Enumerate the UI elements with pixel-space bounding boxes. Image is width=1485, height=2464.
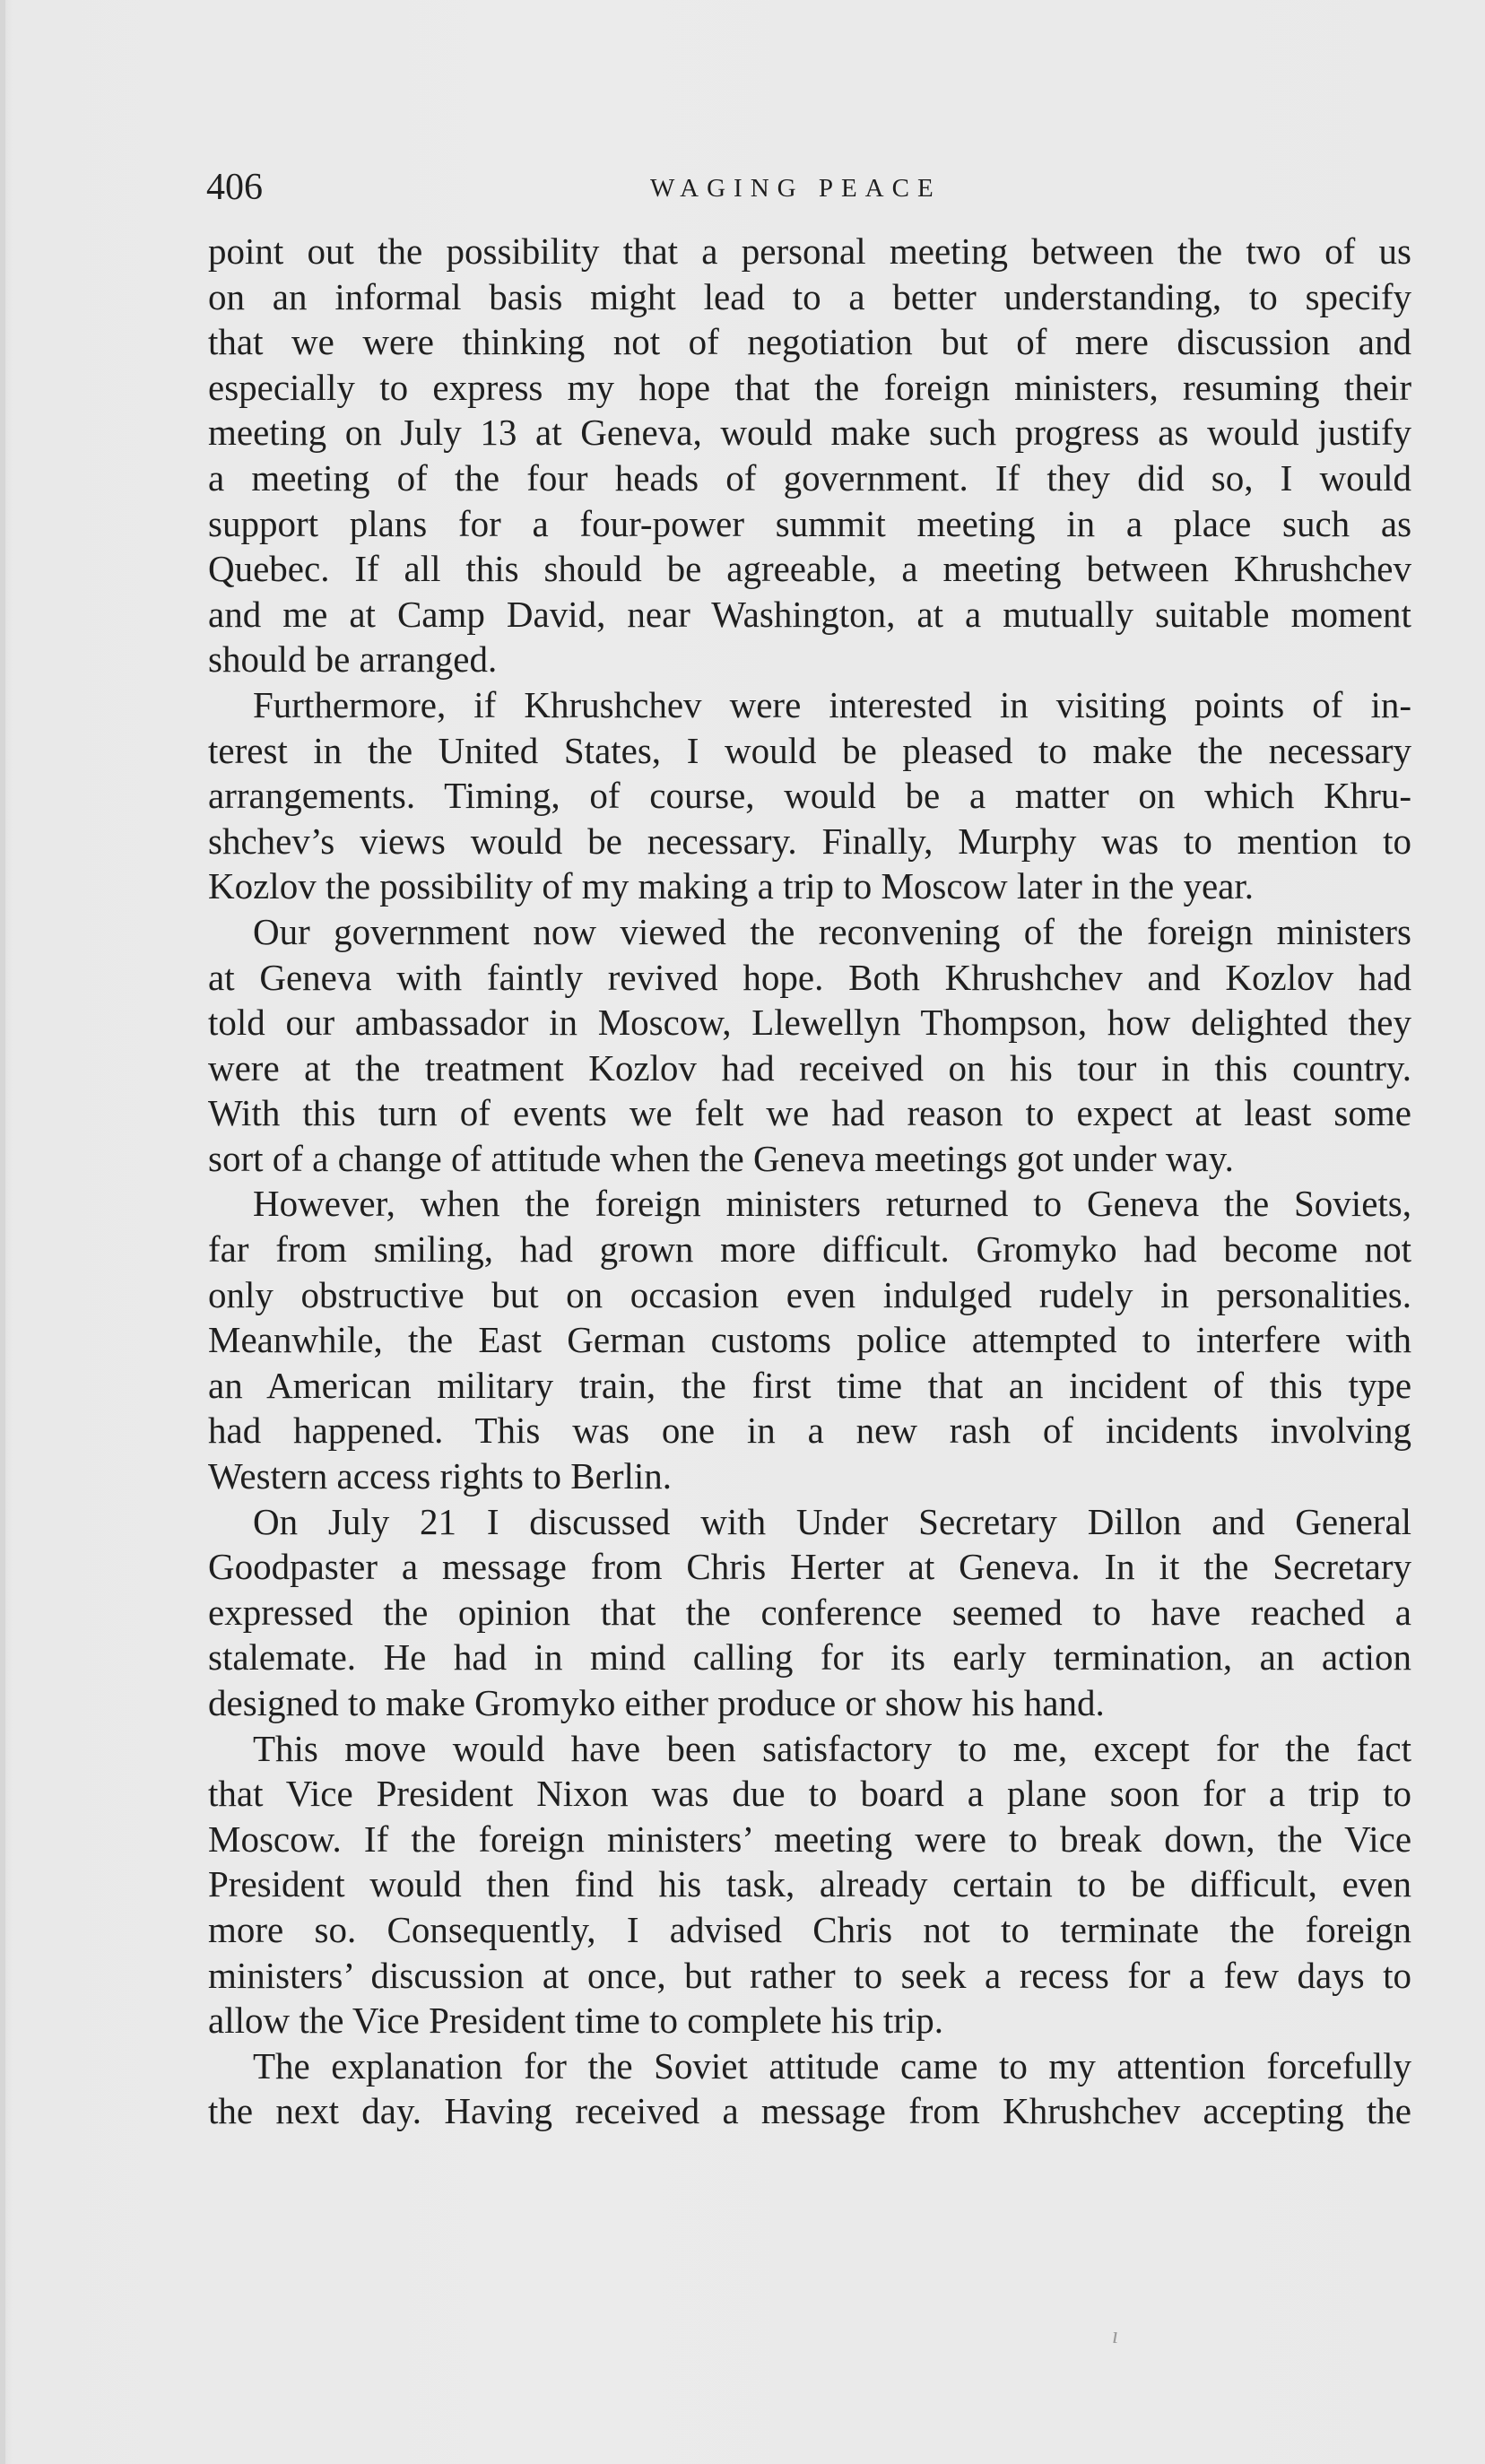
text-line: Quebec. If all this should be agreeable, a meeting between Khrushchev xyxy=(208,548,1411,590)
text-line: designed to make Gromyko either produce or show his hand. xyxy=(208,1682,1105,1723)
paragraph xyxy=(208,1499,1411,1726)
paragraph xyxy=(208,1726,1411,2043)
text-line: far from smiling, had grown more difficult. Gromyko had become not xyxy=(208,1228,1411,1271)
text-line: support plans for a four-power summit meeting in a place such as xyxy=(208,502,1412,544)
text-line: an American military train, the first time that an incident of this type xyxy=(208,1364,1412,1406)
text-line: on an informal basis might lead to a better understanding, to specify xyxy=(208,275,1411,317)
text-line: arrangements. Timing, of course, would be a matter on which Khru- xyxy=(208,775,1412,817)
text-line: Kozlov the possibility of my making a trip to Moscow later in the year. xyxy=(208,865,1255,907)
paragraph xyxy=(208,909,1411,1182)
paragraph xyxy=(208,1181,1411,1498)
text-line: terest in the United States, I would be pleased to make the necessary xyxy=(208,729,1412,771)
page-number: 406 xyxy=(206,167,263,208)
text-line: only obstructive but on occasion even indulged rudely in personalities. xyxy=(208,1273,1412,1315)
text-line: stalemate. He had in mind calling for its early termination, an action xyxy=(208,1636,1412,1679)
text-line: had happened. This was one in a new rash of incidents involving xyxy=(208,1410,1411,1452)
text-line: Western access rights to Berlin. xyxy=(208,1455,673,1497)
text-line: that Vice President Nixon was due to board a plane soon for a trip to xyxy=(208,1773,1411,1815)
text-line: a meeting of the four heads of government. If they did so, I would xyxy=(208,456,1412,499)
text-line: the next day. Having received a message from Khrushchev accepting the xyxy=(208,2090,1411,2132)
text-line: President would then find his task, already certain to be difficult, even xyxy=(208,1863,1411,1905)
text-line: expressed the opinion that the conference seemed to have reached a xyxy=(208,1591,1411,1633)
text-line: should be arranged. xyxy=(208,638,498,681)
running-head xyxy=(206,167,1412,208)
running-title: WAGING PEACE xyxy=(650,174,942,203)
text-line: point out the possibility that a personal meeting between the two of us xyxy=(208,230,1411,272)
text-line: more so. Consequently, I advised Chris not to terminate the foreign xyxy=(208,1908,1412,1950)
text-line: that we were thinking not of negotiation but of mere discussion and xyxy=(208,321,1411,363)
text-line: sort of a change of attitude when the Geneva meetings got under way. xyxy=(208,1137,1234,1179)
text-line: On July 21 I discussed with Under Secretary Dillon and General xyxy=(253,1500,1412,1542)
text-line: Meanwhile, the East German customs police attempted to interfere with xyxy=(208,1319,1411,1361)
text-line: Furthermore, if Khrushchev were interested in visiting points of in- xyxy=(253,683,1412,725)
text-line: at Geneva with faintly revived hope. Both Khrushchev and Kozlov had xyxy=(208,956,1412,998)
text-line: ministers’ discussion at once, but rather to seek a recess for a few days to xyxy=(208,1954,1412,1996)
text-line: Goodpaster a message from Chris Herter at Geneva. In it the Secretary xyxy=(208,1546,1411,1588)
page-edge xyxy=(0,0,5,2464)
text-line: This move would have been satisfactory to me, except for the fact xyxy=(253,1727,1411,1769)
text-line: shchev’s views would be necessary. Finally, Murphy was to mention to xyxy=(208,820,1411,862)
text-line: However, when the foreign ministers returned to Geneva the Soviets, xyxy=(253,1183,1411,1225)
pencil-mark: ı xyxy=(1112,2322,1119,2348)
text-line: The explanation for the Soviet attitude came to my attention forcefully xyxy=(253,2044,1412,2087)
text-line: Our government now viewed the reconvening of the foreign ministers xyxy=(253,910,1411,952)
text-line: and me at Camp David, near Washington, at a mutually suitable moment xyxy=(208,593,1411,635)
text-line: told our ambassador in Moscow, Llewellyn Thompson, how delighted they xyxy=(208,1002,1411,1044)
text-line: especially to express my hope that the foreign ministers, resuming their xyxy=(208,366,1412,408)
paragraph xyxy=(208,682,1411,909)
text-line: were at the treatment Kozlov had received on his tour in this country. xyxy=(208,1046,1411,1089)
body-text xyxy=(208,229,1411,2134)
paragraph xyxy=(208,2043,1411,2134)
text-line: Moscow. If the foreign ministers’ meeting were to break down, the Vice xyxy=(208,1818,1412,1860)
paragraph xyxy=(208,229,1411,682)
text-line: meeting on July 13 at Geneva, would make such progress as would justify xyxy=(208,412,1412,454)
text-line: allow the Vice President time to complete his trip. xyxy=(208,2000,944,2042)
text-line: With this turn of events we felt we had reason to expect at least some xyxy=(208,1092,1411,1134)
